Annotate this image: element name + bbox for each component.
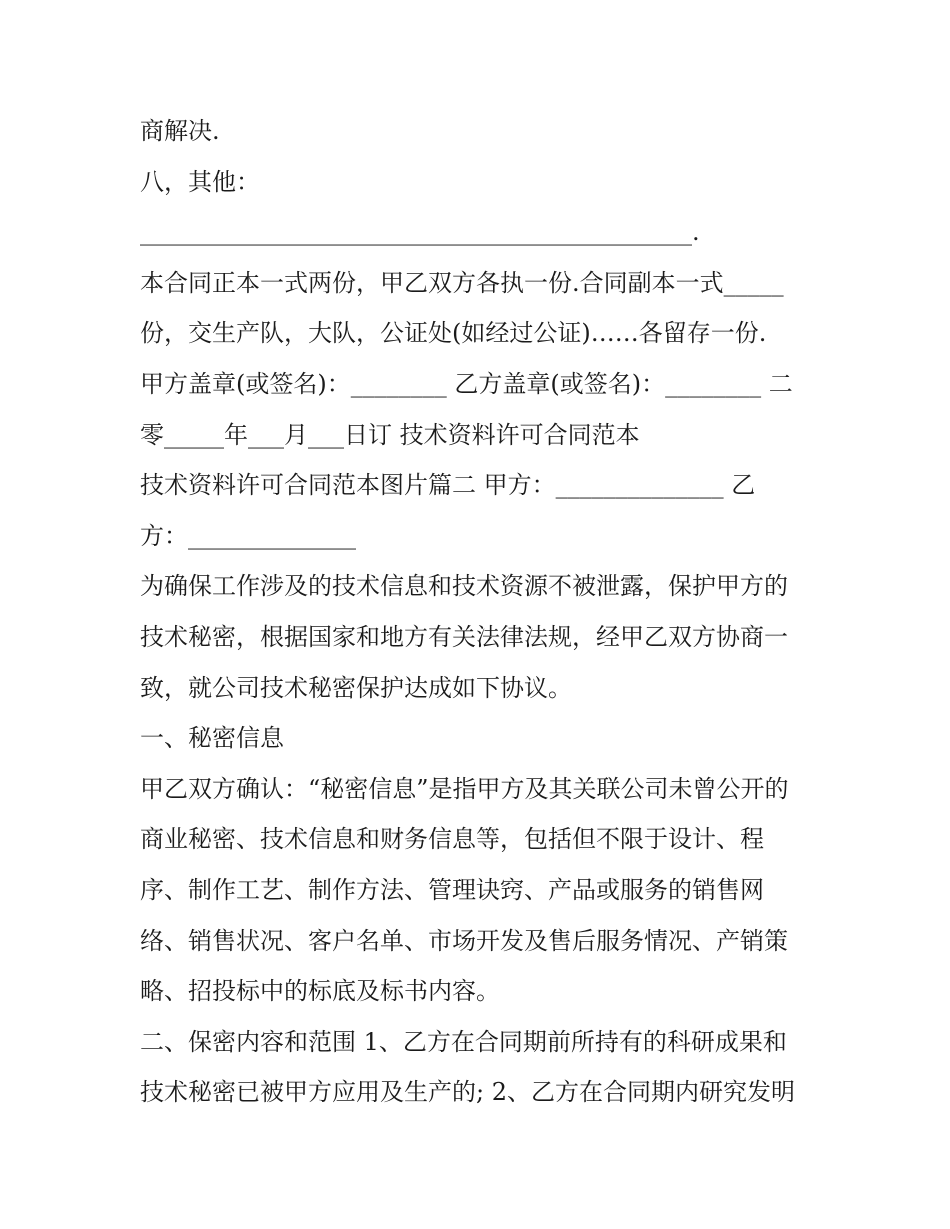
party-b-line: 方：______________ xyxy=(140,521,356,550)
text-line: 商解决. xyxy=(140,117,220,145)
text-line: 序、制作工艺、制作方法、管理诀窍、产品或服务的销售网 xyxy=(140,875,764,904)
text-line: 致，就公司技术秘密保护达成如下协议。 xyxy=(140,673,572,702)
text-line: 技术秘密，根据国家和地方有关法律法规，经甲乙双方协商一 xyxy=(140,622,788,651)
section-heading-confidential-info: 一、秘密信息 xyxy=(140,724,284,753)
text-line: 略、招投标中的标底及标书内容。 xyxy=(140,977,500,1006)
text-line: 技术秘密已被甲方应用及生产的; 2、乙方在合同期内研究发明 xyxy=(140,1078,795,1107)
date-line: 零_____年___月___日订 技术资料许可合同范本 xyxy=(140,420,640,449)
text-line: 为确保工作涉及的技术信息和技术资源不被泄露，保护甲方的 xyxy=(140,572,788,601)
text-line: 络、销售状况、客户名单、市场开发及售后服务情况、产销策 xyxy=(140,926,788,955)
section-heading-other: 八，其他： xyxy=(140,167,260,196)
blank-fill-line: ______________________________________________. xyxy=(140,218,700,247)
text-line: 本合同正本一式两份，甲乙双方各执一份.合同副本一式_____ xyxy=(140,268,784,297)
document-page xyxy=(140,106,810,1118)
text-line: 份，交生产队，大队，公证处(如经过公证)……各留存一份. xyxy=(140,319,767,348)
party-a-line: 技术资料许可合同范本图片篇二 甲方：______________ 乙 xyxy=(140,471,756,500)
section-heading-scope: 二、保密内容和范围 1、乙方在合同期前所持有的科研成果和 xyxy=(140,1027,787,1056)
text-line: 甲乙双方确认：“秘密信息”是指甲方及其关联公司未曾公开的 xyxy=(140,774,789,803)
text-line: 商业秘密、技术信息和财务信息等，包括但不限于设计、程 xyxy=(140,825,764,854)
signature-line: 甲方盖章(或签名)：________ 乙方盖章(或签名)：________ 二 xyxy=(140,369,793,398)
